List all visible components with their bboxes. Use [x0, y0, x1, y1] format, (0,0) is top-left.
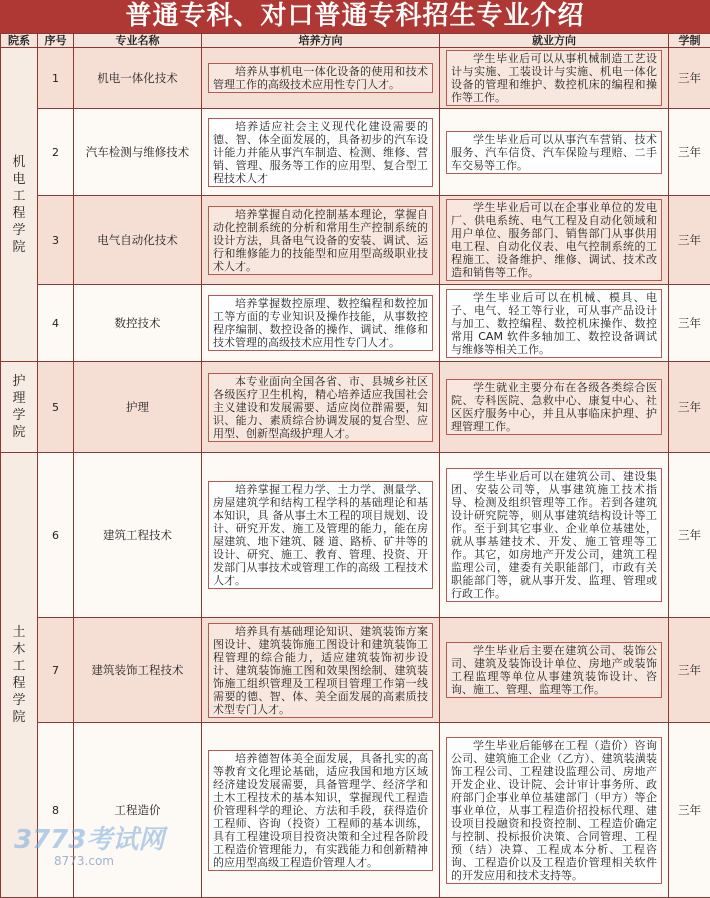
header-school: 院系 — [1, 34, 38, 48]
table-row — [1, 362, 710, 453]
table-row — [1, 109, 710, 196]
employment-text: 学生毕业后可以从事汽车营销、技术服务、汽车信贷、汽车保险与理赔、二手车交易等工作。 — [446, 131, 662, 174]
employment-text: 学生毕业后可以在建筑公司、建设集团、安装公司等，从事建筑施工技术指导、检测及组织管理等工作。若到各建筑设计研究院等，则从事建筑结构设计等工作。至于到其它事业、企业单位基建处，就从事基建技术、开发、施工管理等工作。其它，如房地产开发公司，建筑工程监理公司，建委有关职能部门，市政有关职能部门等，就从事开发、监理、管理或行政工作。 — [446, 468, 662, 602]
header-employment: 就业方向 — [440, 34, 669, 48]
major-name: 工程造价 — [74, 723, 202, 898]
watermark-url: 8773.com — [14, 854, 164, 868]
seq-cell: 5 — [38, 362, 74, 453]
header-row — [1, 34, 710, 48]
training-text: 培养掌握工程力学、土力学、测量学、房屋建筑学和结构工程学科的基础理论和基本知识，具 备从事土木工程的项目规划、设计、研究开发、施工及管理的能力，能在房屋建筑、地下建筑、隧 道、路桥、矿井等的设计、研究、施工、教育、管理、投资、开发部门从事技术或管理工作的高级 工程技术人才。 — [208, 481, 433, 589]
seq-cell: 6 — [38, 453, 74, 618]
employment-cell — [440, 285, 669, 362]
years-cell: 三年 — [669, 362, 710, 453]
table-row — [1, 285, 710, 362]
school-cell — [1, 362, 38, 453]
employment-text: 学生毕业后可以从事机械制造工艺设计与实施、工装设计与实施、机电一体化设备的管理和维护、数控机床的编程和操作等工作。 — [446, 50, 662, 106]
employment-cell — [440, 109, 669, 196]
employment-cell — [440, 48, 669, 109]
training-cell — [202, 48, 440, 109]
table-row — [1, 196, 710, 285]
header-name: 专业名称 — [74, 34, 202, 48]
employment-text: 学生毕业后可以在机械、模具、电子、电气、轻工等行业，可从事产品设计与加工、数控编程、数控机床操作、数控常用 CAM 软件多轴加工、数控设备调试与维修等相关工作。 — [446, 289, 662, 358]
major-name: 汽车检测与维修技术 — [74, 109, 202, 196]
school-name: 机电工程学院 — [12, 154, 26, 256]
years-cell: 三年 — [669, 196, 710, 285]
major-name: 机电一体化技术 — [74, 48, 202, 109]
years-cell: 三年 — [669, 618, 710, 723]
training-cell — [202, 362, 440, 453]
employment-text: 学生就业主要分布在各级各类综合医院、专科医院、急救中心、康复中心、社区医疗服务中心，并且从事临床护理、护理管理工作。 — [446, 379, 662, 435]
employment-cell — [440, 196, 669, 285]
header-seq: 序号 — [38, 34, 74, 48]
major-name: 护理 — [74, 362, 202, 453]
major-name: 建筑装饰工程技术 — [74, 618, 202, 723]
school-name: 土木工程学院 — [12, 624, 26, 726]
employment-cell — [440, 723, 669, 898]
years-cell: 三年 — [669, 109, 710, 196]
employment-text: 学生毕业后主要在建筑公司、装饰公司、建筑及装饰设计单位、房地产或装饰工程监理等单位从事建筑装饰设计、咨询、施工、管理、监理等工作。 — [446, 642, 662, 698]
employment-cell — [440, 453, 669, 618]
training-text: 培养掌握自动化控制基本理论，掌握自动化控制系统的分析和常用生产控制系统的设计方法，具备电气设备的安装、调试、运行和维修能力的技能型和应用型高级职业技术人才。 — [208, 206, 433, 275]
seq-cell: 3 — [38, 196, 74, 285]
seq-cell: 1 — [38, 48, 74, 109]
years-cell: 三年 — [669, 453, 710, 618]
major-name: 电气自动化技术 — [74, 196, 202, 285]
training-text: 培养德智体美全面发展，具备扎实的高等教育文化理论基础，适应我国和地方区域经济建设发展需要，具备管理学、经济学和土木工程技术的基本知识，掌握现代工程造价管理科学的理论、方法和手段，获得造价工程师、咨询（投资）工程师的基本训练，具有工程建设项目投资决策和全过程各阶段工程造价管理能力，有实践能力和创新精神的应用型高级工程造价管理人才。 — [208, 750, 433, 871]
years-cell: 三年 — [669, 48, 710, 109]
employment-text: 学生毕业后可以在企事业单位的发电厂、供电系统、电气工程及自动化领域和用户单位、服务部门、销售部门从事供用电工程、自动化仪表、电气控制系统的工程施工、设备维护、维修、调试、技术改造和销售等工作。 — [446, 199, 662, 281]
page-title: 普通专科、对口普通专科招生专业介绍 — [0, 0, 710, 33]
training-text: 培养掌握数控原理、数控编程和数控加工等方面的专业知识及操作技能，从事数控程序编制、数控设备的操作、调试、维修和技术管理的高级技术应用性专门人才。 — [208, 295, 433, 351]
training-cell — [202, 285, 440, 362]
years-cell: 三年 — [669, 723, 710, 898]
employment-text: 学生毕业后能够在工程（造价）咨询公司、建筑施工企业（乙方）、建筑装潢装饰工程公司、工程建设监理公司、房地产开发企业、设计院、会计审计事务所、政府部门企事业单位基建部门（甲方）等企事业单位，从事工程造价招投标代理、建设项目投融资和投资控制、工程造价确定与控制、投标报价决策、合同管理、工程预（结）决算、工程成本分析、工程咨询、工程造价以及工程造价管理相关软件的开发应用和技术支持等。 — [446, 737, 662, 884]
employment-cell — [440, 618, 669, 723]
header-years: 学制 — [669, 34, 710, 48]
major-name: 数控技术 — [74, 285, 202, 362]
years-cell: 三年 — [669, 285, 710, 362]
seq-cell: 8 — [38, 723, 74, 898]
seq-cell: 2 — [38, 109, 74, 196]
training-text: 培养适应社会主义现代化建设需要的德、智、体全面发展的，具备初步的汽车设计能力并能从事汽车制造、检测、维修、营销、管理、服务等工作的应用型、复合型工程技术人才 — [208, 118, 433, 187]
school-cell — [1, 48, 38, 362]
training-text: 培养具有基础理论知识、建筑装饰方案图设计、建筑装饰施工图设计和建筑装饰工程管理的综合能力，适应建筑装饰初步设计、建筑装饰施工图和效果图绘制、建筑装饰施工组织管理及工程项目管理工作第一线需要的德、智、体、美全面发展的高素质技术型专门人才。 — [208, 623, 433, 718]
major-name: 建筑工程技术 — [74, 453, 202, 618]
school-cell — [1, 453, 38, 898]
table-row — [1, 48, 710, 109]
training-cell — [202, 453, 440, 618]
table-row — [1, 723, 710, 898]
training-cell — [202, 618, 440, 723]
seq-cell: 7 — [38, 618, 74, 723]
header-training: 培养方向 — [202, 34, 440, 48]
training-text: 培养从事机电一体化设备的使用和技术管理工作的高级技术应用性专门人才。 — [208, 63, 433, 93]
table-row — [1, 618, 710, 723]
training-cell — [202, 196, 440, 285]
training-cell — [202, 723, 440, 898]
school-name: 护理学院 — [12, 373, 26, 441]
employment-cell — [440, 362, 669, 453]
watermark-logo-text: 3773考试网 — [14, 825, 164, 855]
table-row — [1, 453, 710, 618]
seq-cell: 4 — [38, 285, 74, 362]
major-table — [0, 33, 710, 898]
training-text: 本专业面向全国各省、市、县城乡社区各级医疗卫生机构，精心培养适应我国社会主义建设和发展需要、适应岗位群需要，知识、能力、素质综合协调发展的复合型、应用型、创新型高级护理人才。 — [208, 373, 433, 442]
training-cell — [202, 109, 440, 196]
